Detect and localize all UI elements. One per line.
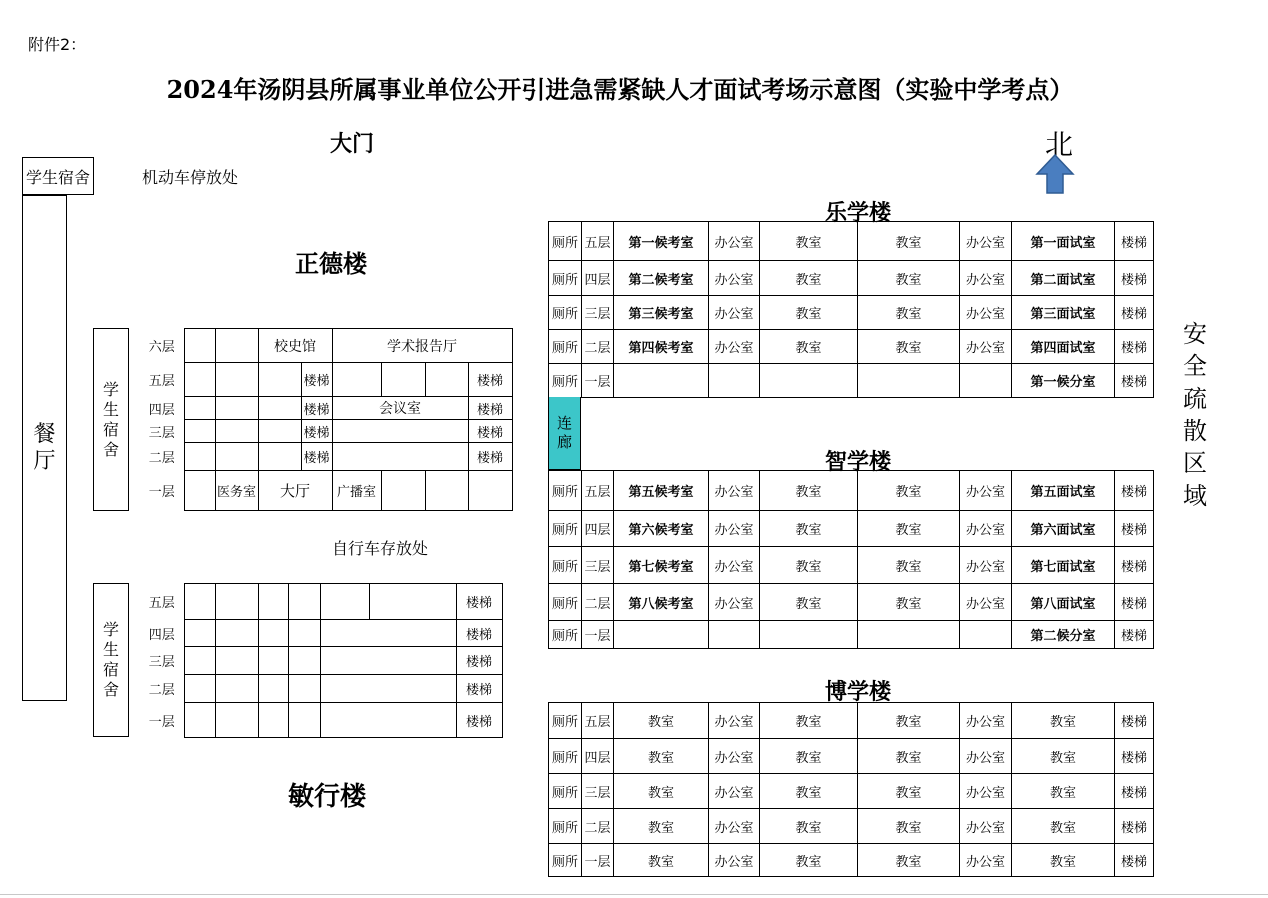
room-cell xyxy=(332,363,381,397)
stair-cell: 楼梯 xyxy=(301,363,332,397)
toilet-cell: 厕所 xyxy=(549,584,582,621)
room-cell: 教室 xyxy=(858,547,960,584)
room-cell xyxy=(760,621,858,649)
toilet-cell: 厕所 xyxy=(549,471,582,511)
room-cell: 办公室 xyxy=(960,584,1012,621)
stair-cell: 楼梯 xyxy=(1115,774,1154,809)
zhixue-building-name: 智学楼 xyxy=(825,449,892,475)
zhengde-row xyxy=(140,329,512,363)
room-cell: 第七候考室 xyxy=(614,547,709,584)
room-cell xyxy=(184,329,215,363)
stair-cell: 楼梯 xyxy=(468,363,512,397)
floor-cell: 二层 xyxy=(582,584,614,621)
room-cell: 教室 xyxy=(614,844,709,877)
room-cell: 办公室 xyxy=(709,511,760,547)
room-cell: 教室 xyxy=(858,296,960,330)
toilet-cell: 厕所 xyxy=(549,739,582,774)
stair-cell: 楼梯 xyxy=(1115,330,1154,364)
floor-cell: 五层 xyxy=(582,222,614,261)
room-cell: 教室 xyxy=(760,774,858,809)
room-cell: 教室 xyxy=(760,584,858,621)
room-cell xyxy=(184,397,215,420)
floor-cell: 一层 xyxy=(582,844,614,877)
room-cell: 办公室 xyxy=(960,330,1012,364)
room-cell: 第二候分室 xyxy=(1012,621,1115,649)
room-cell xyxy=(288,647,320,675)
boxue-row xyxy=(549,844,1154,877)
stair-cell: 楼梯 xyxy=(1115,844,1154,877)
zhixue-table xyxy=(548,470,1154,649)
room-cell: 第三面试室 xyxy=(1012,296,1115,330)
room-cell xyxy=(215,397,258,420)
minxing-row xyxy=(140,647,502,675)
zhixue-row xyxy=(549,547,1154,584)
room-cell xyxy=(215,443,258,471)
minxing-row xyxy=(140,703,502,738)
toilet-cell: 厕所 xyxy=(549,364,582,398)
stair-cell: 楼梯 xyxy=(456,584,502,620)
room-cell: 教室 xyxy=(760,261,858,296)
room-cell: 教室 xyxy=(1012,774,1115,809)
room-clinic: 医务室 xyxy=(215,471,258,511)
room-cell xyxy=(320,584,369,620)
floor-cell: 四层 xyxy=(582,261,614,296)
room-hall: 大厅 xyxy=(258,471,332,511)
room-cell: 办公室 xyxy=(960,296,1012,330)
stair-cell: 楼梯 xyxy=(456,647,502,675)
room-cell: 教室 xyxy=(760,511,858,547)
room-cell: 第六候考室 xyxy=(614,511,709,547)
floor-cell: 五层 xyxy=(582,703,614,739)
minxing-building-name: 敏行楼 xyxy=(288,782,367,812)
zhengde-row xyxy=(140,471,512,511)
room-cell xyxy=(425,471,468,511)
toilet-cell: 厕所 xyxy=(549,844,582,877)
room-cell: 第八面试室 xyxy=(1012,584,1115,621)
page-bottom-divider xyxy=(0,894,1268,895)
room-cell xyxy=(960,621,1012,649)
boxue-table xyxy=(548,702,1154,877)
floor-label: 六层 xyxy=(148,340,175,355)
lexue-table xyxy=(548,221,1154,398)
boxue-building-name: 博学楼 xyxy=(825,679,892,705)
room-cell: 办公室 xyxy=(709,547,760,584)
stair-cell: 楼梯 xyxy=(1115,511,1154,547)
stair-cell: 楼梯 xyxy=(1115,547,1154,584)
room-cell xyxy=(215,584,258,620)
room-cell xyxy=(258,443,301,471)
floor-cell: 四层 xyxy=(582,739,614,774)
room-cell: 教室 xyxy=(858,809,960,844)
floor-label: 一层 xyxy=(148,485,175,500)
floor-label: 五层 xyxy=(148,374,175,389)
stair-cell: 楼梯 xyxy=(468,420,512,443)
boxue-row xyxy=(549,774,1154,809)
room-cell xyxy=(215,703,258,738)
stair-cell: 楼梯 xyxy=(301,397,332,420)
stair-cell: 楼梯 xyxy=(468,443,512,471)
bike-parking-label: 自行车存放处 xyxy=(332,539,429,558)
room-cell: 第五候考室 xyxy=(614,471,709,511)
toilet-cell: 厕所 xyxy=(549,296,582,330)
room-cell: 第二候考室 xyxy=(614,261,709,296)
room-cell xyxy=(425,363,468,397)
room-cell: 教室 xyxy=(760,739,858,774)
room-history: 校史馆 xyxy=(258,329,332,363)
room-cell: 教室 xyxy=(614,809,709,844)
toilet-cell: 厕所 xyxy=(549,511,582,547)
room-cell xyxy=(215,620,258,647)
stair-cell: 楼梯 xyxy=(1115,222,1154,261)
room-cell: 办公室 xyxy=(709,774,760,809)
zhixue-row xyxy=(549,584,1154,621)
room-cell: 教室 xyxy=(858,844,960,877)
stair-cell: 楼梯 xyxy=(468,397,512,420)
room-cell: 办公室 xyxy=(709,296,760,330)
room-cell: 教室 xyxy=(614,703,709,739)
room-cell xyxy=(184,443,215,471)
room-cell xyxy=(258,363,301,397)
room-cell xyxy=(215,420,258,443)
room-cell xyxy=(288,675,320,703)
room-cell: 教室 xyxy=(858,471,960,511)
room-cell xyxy=(184,363,215,397)
room-cell: 办公室 xyxy=(960,471,1012,511)
room-meeting: 会议室 xyxy=(332,397,468,420)
stair-cell: 楼梯 xyxy=(1115,261,1154,296)
room-cell xyxy=(369,584,456,620)
room-cell: 教室 xyxy=(760,471,858,511)
room-cell: 办公室 xyxy=(960,222,1012,261)
floor-label: 一层 xyxy=(148,714,175,730)
room-cell: 办公室 xyxy=(960,809,1012,844)
toilet-cell: 厕所 xyxy=(549,809,582,844)
attachment-label: 附件2： xyxy=(28,35,87,54)
room-cell: 教室 xyxy=(858,739,960,774)
corridor-block xyxy=(548,397,581,470)
stair-cell: 楼梯 xyxy=(456,703,502,738)
room-cell: 办公室 xyxy=(960,774,1012,809)
room-cell xyxy=(184,584,215,620)
floor-label: 二层 xyxy=(148,683,175,698)
toilet-cell: 厕所 xyxy=(549,774,582,809)
room-cell xyxy=(184,620,215,647)
floor-label: 三层 xyxy=(148,425,175,441)
room-cell: 教室 xyxy=(760,330,858,364)
room-cell xyxy=(468,471,512,511)
room-cell xyxy=(184,703,215,738)
zhengde-table xyxy=(140,328,513,511)
room-cell xyxy=(258,584,288,620)
stair-cell: 楼梯 xyxy=(456,620,502,647)
room-cell xyxy=(215,647,258,675)
lexue-row xyxy=(549,330,1154,364)
floor-cell: 三层 xyxy=(582,774,614,809)
floor-label: 五层 xyxy=(148,596,175,611)
boxue-row xyxy=(549,703,1154,739)
zhengde-row xyxy=(140,397,512,420)
dorm-lower-label: 学 生 宿 舍 xyxy=(102,620,119,699)
room-cell: 教室 xyxy=(760,844,858,877)
stair-cell: 楼梯 xyxy=(1115,809,1154,844)
north-label: 北 xyxy=(1045,128,1074,161)
stair-cell: 楼梯 xyxy=(456,675,502,703)
room-cell xyxy=(288,584,320,620)
room-cell: 办公室 xyxy=(960,511,1012,547)
stair-cell: 楼梯 xyxy=(1115,703,1154,739)
room-cell: 办公室 xyxy=(709,330,760,364)
room-cell: 教室 xyxy=(614,774,709,809)
motor-parking-label: 机动车停放处 xyxy=(142,168,239,187)
stair-cell: 楼梯 xyxy=(1115,471,1154,511)
room-cell: 教室 xyxy=(614,739,709,774)
toilet-cell: 厕所 xyxy=(549,703,582,739)
room-cell: 第七面试室 xyxy=(1012,547,1115,584)
room-cell: 教室 xyxy=(858,774,960,809)
zhixue-row xyxy=(549,621,1154,649)
room-cell xyxy=(332,420,468,443)
lexue-row xyxy=(549,222,1154,261)
lexue-row xyxy=(549,296,1154,330)
room-cell: 办公室 xyxy=(960,739,1012,774)
room-cell: 第八候考室 xyxy=(614,584,709,621)
floor-label: 四层 xyxy=(148,627,175,643)
canteen-box xyxy=(22,195,67,701)
room-cell xyxy=(760,364,858,398)
room-cell: 办公室 xyxy=(709,844,760,877)
room-cell: 教室 xyxy=(858,261,960,296)
stair-cell: 楼梯 xyxy=(301,420,332,443)
room-cell: 教室 xyxy=(858,330,960,364)
room-cell xyxy=(288,703,320,738)
dorm-left-upper xyxy=(93,328,129,511)
room-cell xyxy=(184,420,215,443)
toilet-cell: 厕所 xyxy=(549,547,582,584)
room-cell: 办公室 xyxy=(960,547,1012,584)
room-cell xyxy=(184,471,215,511)
room-cell: 教室 xyxy=(858,703,960,739)
room-cell xyxy=(332,443,468,471)
room-cell: 办公室 xyxy=(709,809,760,844)
room-cell xyxy=(258,397,301,420)
stair-cell: 楼梯 xyxy=(1115,296,1154,330)
floor-cell: 五层 xyxy=(582,471,614,511)
dorm-top-box: 学生宿舍 xyxy=(22,157,94,195)
room-cell: 办公室 xyxy=(709,703,760,739)
room-cell xyxy=(709,621,760,649)
floor-cell: 三层 xyxy=(582,547,614,584)
room-cell: 第一候分室 xyxy=(1012,364,1115,398)
room-cell: 第一面试室 xyxy=(1012,222,1115,261)
room-cell: 第四面试室 xyxy=(1012,330,1115,364)
toilet-cell: 厕所 xyxy=(549,222,582,261)
room-cell: 第二面试室 xyxy=(1012,261,1115,296)
zhixue-row xyxy=(549,471,1154,511)
room-cell xyxy=(858,364,960,398)
stair-cell: 楼梯 xyxy=(1115,364,1154,398)
room-cell: 办公室 xyxy=(709,739,760,774)
room-cell xyxy=(320,703,456,738)
room-cell: 第三候考室 xyxy=(614,296,709,330)
minxing-row xyxy=(140,675,502,703)
room-cell xyxy=(215,363,258,397)
minxing-table xyxy=(140,583,503,738)
boxue-row xyxy=(549,809,1154,844)
zhixue-row xyxy=(549,511,1154,547)
room-cell xyxy=(960,364,1012,398)
room-cell xyxy=(258,703,288,738)
room-cell: 教室 xyxy=(760,222,858,261)
floor-label: 四层 xyxy=(148,402,175,418)
room-cell: 教室 xyxy=(1012,844,1115,877)
floor-label: 三层 xyxy=(148,655,175,670)
room-cell: 办公室 xyxy=(709,471,760,511)
room-cell: 教室 xyxy=(760,809,858,844)
zhengde-building-name: 正德楼 xyxy=(295,249,367,278)
room-cell xyxy=(381,471,425,511)
corridor-label: 连 廊 xyxy=(556,414,572,451)
floor-cell: 二层 xyxy=(582,330,614,364)
room-cell xyxy=(258,420,301,443)
stair-cell: 楼梯 xyxy=(301,443,332,471)
room-cell: 教室 xyxy=(858,511,960,547)
dorm-upper-label: 学 生 宿 舍 xyxy=(102,379,119,459)
room-cell: 教室 xyxy=(858,222,960,261)
lexue-row xyxy=(549,261,1154,296)
zhengde-row xyxy=(140,420,512,443)
room-cell xyxy=(184,647,215,675)
room-cell: 办公室 xyxy=(960,261,1012,296)
room-cell: 办公室 xyxy=(960,844,1012,877)
toilet-cell: 厕所 xyxy=(549,621,582,649)
room-cell: 教室 xyxy=(760,547,858,584)
stair-cell: 楼梯 xyxy=(1115,621,1154,649)
stair-cell: 楼梯 xyxy=(1115,584,1154,621)
room-cell: 办公室 xyxy=(709,222,760,261)
room-cell: 教室 xyxy=(760,703,858,739)
floor-cell: 二层 xyxy=(582,809,614,844)
safety-zone xyxy=(1175,310,1215,520)
dorm-left-lower xyxy=(93,583,129,737)
room-cell: 第一候考室 xyxy=(614,222,709,261)
room-cell xyxy=(709,364,760,398)
room-cell xyxy=(320,675,456,703)
room-cell: 教室 xyxy=(1012,809,1115,844)
floor-cell: 四层 xyxy=(582,511,614,547)
lexue-building-name: 乐学楼 xyxy=(825,200,892,226)
zhengde-row xyxy=(140,443,512,471)
room-broadcast: 广播室 xyxy=(332,471,381,511)
room-cell xyxy=(614,364,709,398)
canteen-label: 餐 厅 xyxy=(33,421,56,474)
room-lecture-hall: 学术报告厅 xyxy=(332,329,512,363)
floor-cell: 一层 xyxy=(582,364,614,398)
room-cell: 教室 xyxy=(858,584,960,621)
room-cell: 第六面试室 xyxy=(1012,511,1115,547)
room-cell: 办公室 xyxy=(709,261,760,296)
minxing-row xyxy=(140,620,502,647)
room-cell: 教室 xyxy=(1012,703,1115,739)
safety-zone-label: 安 全 疏 散 区 域 xyxy=(1183,319,1207,510)
room-cell xyxy=(215,675,258,703)
room-cell: 第五面试室 xyxy=(1012,471,1115,511)
room-cell xyxy=(258,675,288,703)
room-cell: 教室 xyxy=(760,296,858,330)
room-cell xyxy=(858,621,960,649)
room-cell xyxy=(258,647,288,675)
page-title: 2024年汤阴县所属事业单位公开引进急需紧缺人才面试考场示意图（实验中学考点） xyxy=(166,75,1074,104)
stair-cell: 楼梯 xyxy=(1115,739,1154,774)
room-cell: 办公室 xyxy=(960,703,1012,739)
floor-label: 二层 xyxy=(148,451,175,466)
room-cell: 第四候考室 xyxy=(614,330,709,364)
floor-cell: 一层 xyxy=(582,621,614,649)
boxue-row xyxy=(549,739,1154,774)
room-cell xyxy=(215,329,258,363)
zhengde-row xyxy=(140,363,512,397)
room-cell: 教室 xyxy=(1012,739,1115,774)
room-cell xyxy=(258,620,288,647)
minxing-row xyxy=(140,584,502,620)
room-cell xyxy=(614,621,709,649)
room-cell xyxy=(184,675,215,703)
floor-cell: 三层 xyxy=(582,296,614,330)
room-cell xyxy=(320,647,456,675)
room-cell xyxy=(320,620,456,647)
toilet-cell: 厕所 xyxy=(549,330,582,364)
room-cell xyxy=(288,620,320,647)
toilet-cell: 厕所 xyxy=(549,261,582,296)
up-arrow-icon xyxy=(1035,153,1075,195)
lexue-row xyxy=(549,364,1154,398)
room-cell: 办公室 xyxy=(709,584,760,621)
gate-label: 大门 xyxy=(330,131,375,157)
room-cell xyxy=(381,363,425,397)
